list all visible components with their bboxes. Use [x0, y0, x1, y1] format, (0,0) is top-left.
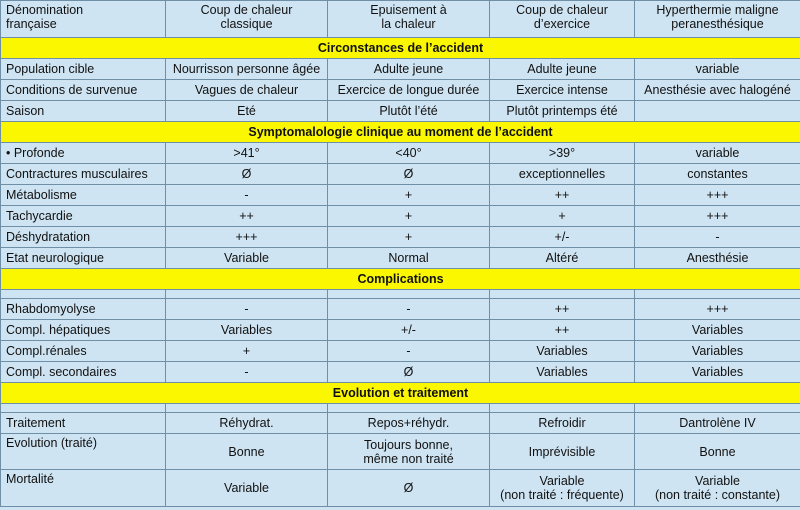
cell: Variable (non traité : constante)	[635, 470, 800, 507]
cell: Réhydrat.	[166, 413, 328, 434]
cell: Ø	[328, 164, 490, 185]
header-denomination: Dénomination française	[1, 1, 166, 38]
cell: +	[328, 185, 490, 206]
row-label: Contractures musculaires	[1, 164, 166, 185]
cell: Toujours bonne, même non traité	[328, 434, 490, 470]
header-exertional-heatstroke: Coup de chaleur d’exercice	[490, 1, 635, 38]
cell: Normal	[328, 248, 490, 269]
row-label: Rhabdomyolyse	[1, 299, 166, 320]
cell: Vagues de chaleur	[166, 80, 328, 101]
cell: +++	[166, 227, 328, 248]
cell: >41°	[166, 143, 328, 164]
cell: Imprévisible	[490, 434, 635, 470]
row-label: Compl. secondaires	[1, 362, 166, 383]
cell: Plutôt l’été	[328, 101, 490, 122]
cell: <40°	[328, 143, 490, 164]
cell: Bonne	[635, 434, 800, 470]
cell: Bonne	[166, 434, 328, 470]
cell: +/-	[490, 227, 635, 248]
cell: -	[635, 227, 800, 248]
section-complications: Complications	[1, 269, 800, 290]
row-label: • Profonde	[1, 143, 166, 164]
table-row	[1, 362, 800, 383]
cell: Nourrisson personne âgée	[166, 59, 328, 80]
table-row	[1, 59, 800, 80]
cell: -	[328, 299, 490, 320]
cell: Variables	[490, 341, 635, 362]
cell: +	[328, 206, 490, 227]
cell: +	[166, 341, 328, 362]
cell: -	[166, 362, 328, 383]
cell: Altéré	[490, 248, 635, 269]
cell: +++	[635, 206, 800, 227]
table-row	[1, 206, 800, 227]
cell: ++	[490, 185, 635, 206]
cell: Anesthésie avec halogéné	[635, 80, 800, 101]
cell: ++	[490, 299, 635, 320]
cell: Repos+réhydr.	[328, 413, 490, 434]
row-label: Mortalité	[1, 470, 166, 507]
table-row	[1, 185, 800, 206]
cell: Variables	[166, 320, 328, 341]
cell: Anesthésie	[635, 248, 800, 269]
cell: -	[328, 341, 490, 362]
section-symptoms: Symptomalologie clinique au moment de l’accident	[1, 122, 800, 143]
cell: Variables	[490, 362, 635, 383]
row-label: Compl.rénales	[1, 341, 166, 362]
cell: ++	[166, 206, 328, 227]
cell: Exercice intense	[490, 80, 635, 101]
cell: +++	[635, 185, 800, 206]
table-row	[1, 248, 800, 269]
cell: -	[166, 185, 328, 206]
cell: Variable	[166, 470, 328, 507]
cell: ++	[490, 320, 635, 341]
section-row	[1, 122, 800, 143]
cell: Variable	[166, 248, 328, 269]
cell: Plutôt printemps été	[490, 101, 635, 122]
table-row	[1, 164, 800, 185]
cell: +/-	[328, 320, 490, 341]
table-row	[1, 143, 800, 164]
cell: -	[166, 299, 328, 320]
cell: constantes	[635, 164, 800, 185]
row-label: Déshydratation	[1, 227, 166, 248]
table-row	[1, 320, 800, 341]
table-row	[1, 434, 800, 470]
cell: Refroidir	[490, 413, 635, 434]
header-malignant-hyperthermia: Hyperthermie maligne peranesthésique	[635, 1, 800, 38]
cell: Variables	[635, 320, 800, 341]
cell: Variable (non traité : fréquente)	[490, 470, 635, 507]
cell: Dantrolène IV	[635, 413, 800, 434]
table-row	[1, 299, 800, 320]
row-label: Métabolisme	[1, 185, 166, 206]
table-row	[1, 470, 800, 507]
cell: +++	[635, 299, 800, 320]
row-label: Conditions de survenue	[1, 80, 166, 101]
cell: Exercice de longue durée	[328, 80, 490, 101]
cell: Ø	[166, 164, 328, 185]
row-label: Saison	[1, 101, 166, 122]
spacer-row	[1, 404, 800, 413]
table-header-row	[1, 1, 800, 38]
cell: Ø	[328, 362, 490, 383]
row-label: Population cible	[1, 59, 166, 80]
cell: Eté	[166, 101, 328, 122]
section-circumstances: Circonstances de l’accident	[1, 38, 800, 59]
cell: variable	[635, 143, 800, 164]
table-row	[1, 413, 800, 434]
row-label: Compl. hépatiques	[1, 320, 166, 341]
cell: Adulte jeune	[328, 59, 490, 80]
cell: Ø	[328, 470, 490, 507]
table-row	[1, 80, 800, 101]
cell: +	[328, 227, 490, 248]
cell: >39°	[490, 143, 635, 164]
cell: Variables	[635, 341, 800, 362]
cell: Adulte jeune	[490, 59, 635, 80]
row-label: Traitement	[1, 413, 166, 434]
cell	[635, 101, 800, 122]
table-row	[1, 227, 800, 248]
table-row	[1, 101, 800, 122]
header-heat-exhaustion: Epuisement à la chaleur	[328, 1, 490, 38]
cell: +	[490, 206, 635, 227]
section-row	[1, 38, 800, 59]
row-label: Evolution (traité)	[1, 434, 166, 470]
row-label: Tachycardie	[1, 206, 166, 227]
table-row	[1, 341, 800, 362]
section-row	[1, 269, 800, 290]
row-label: Etat neurologique	[1, 248, 166, 269]
cell: exceptionnelles	[490, 164, 635, 185]
cell: Variables	[635, 362, 800, 383]
cell: variable	[635, 59, 800, 80]
header-classic-heatstroke: Coup de chaleur classique	[166, 1, 328, 38]
section-row	[1, 383, 800, 404]
section-evolution: Evolution et traitement	[1, 383, 800, 404]
spacer-row	[1, 290, 800, 299]
